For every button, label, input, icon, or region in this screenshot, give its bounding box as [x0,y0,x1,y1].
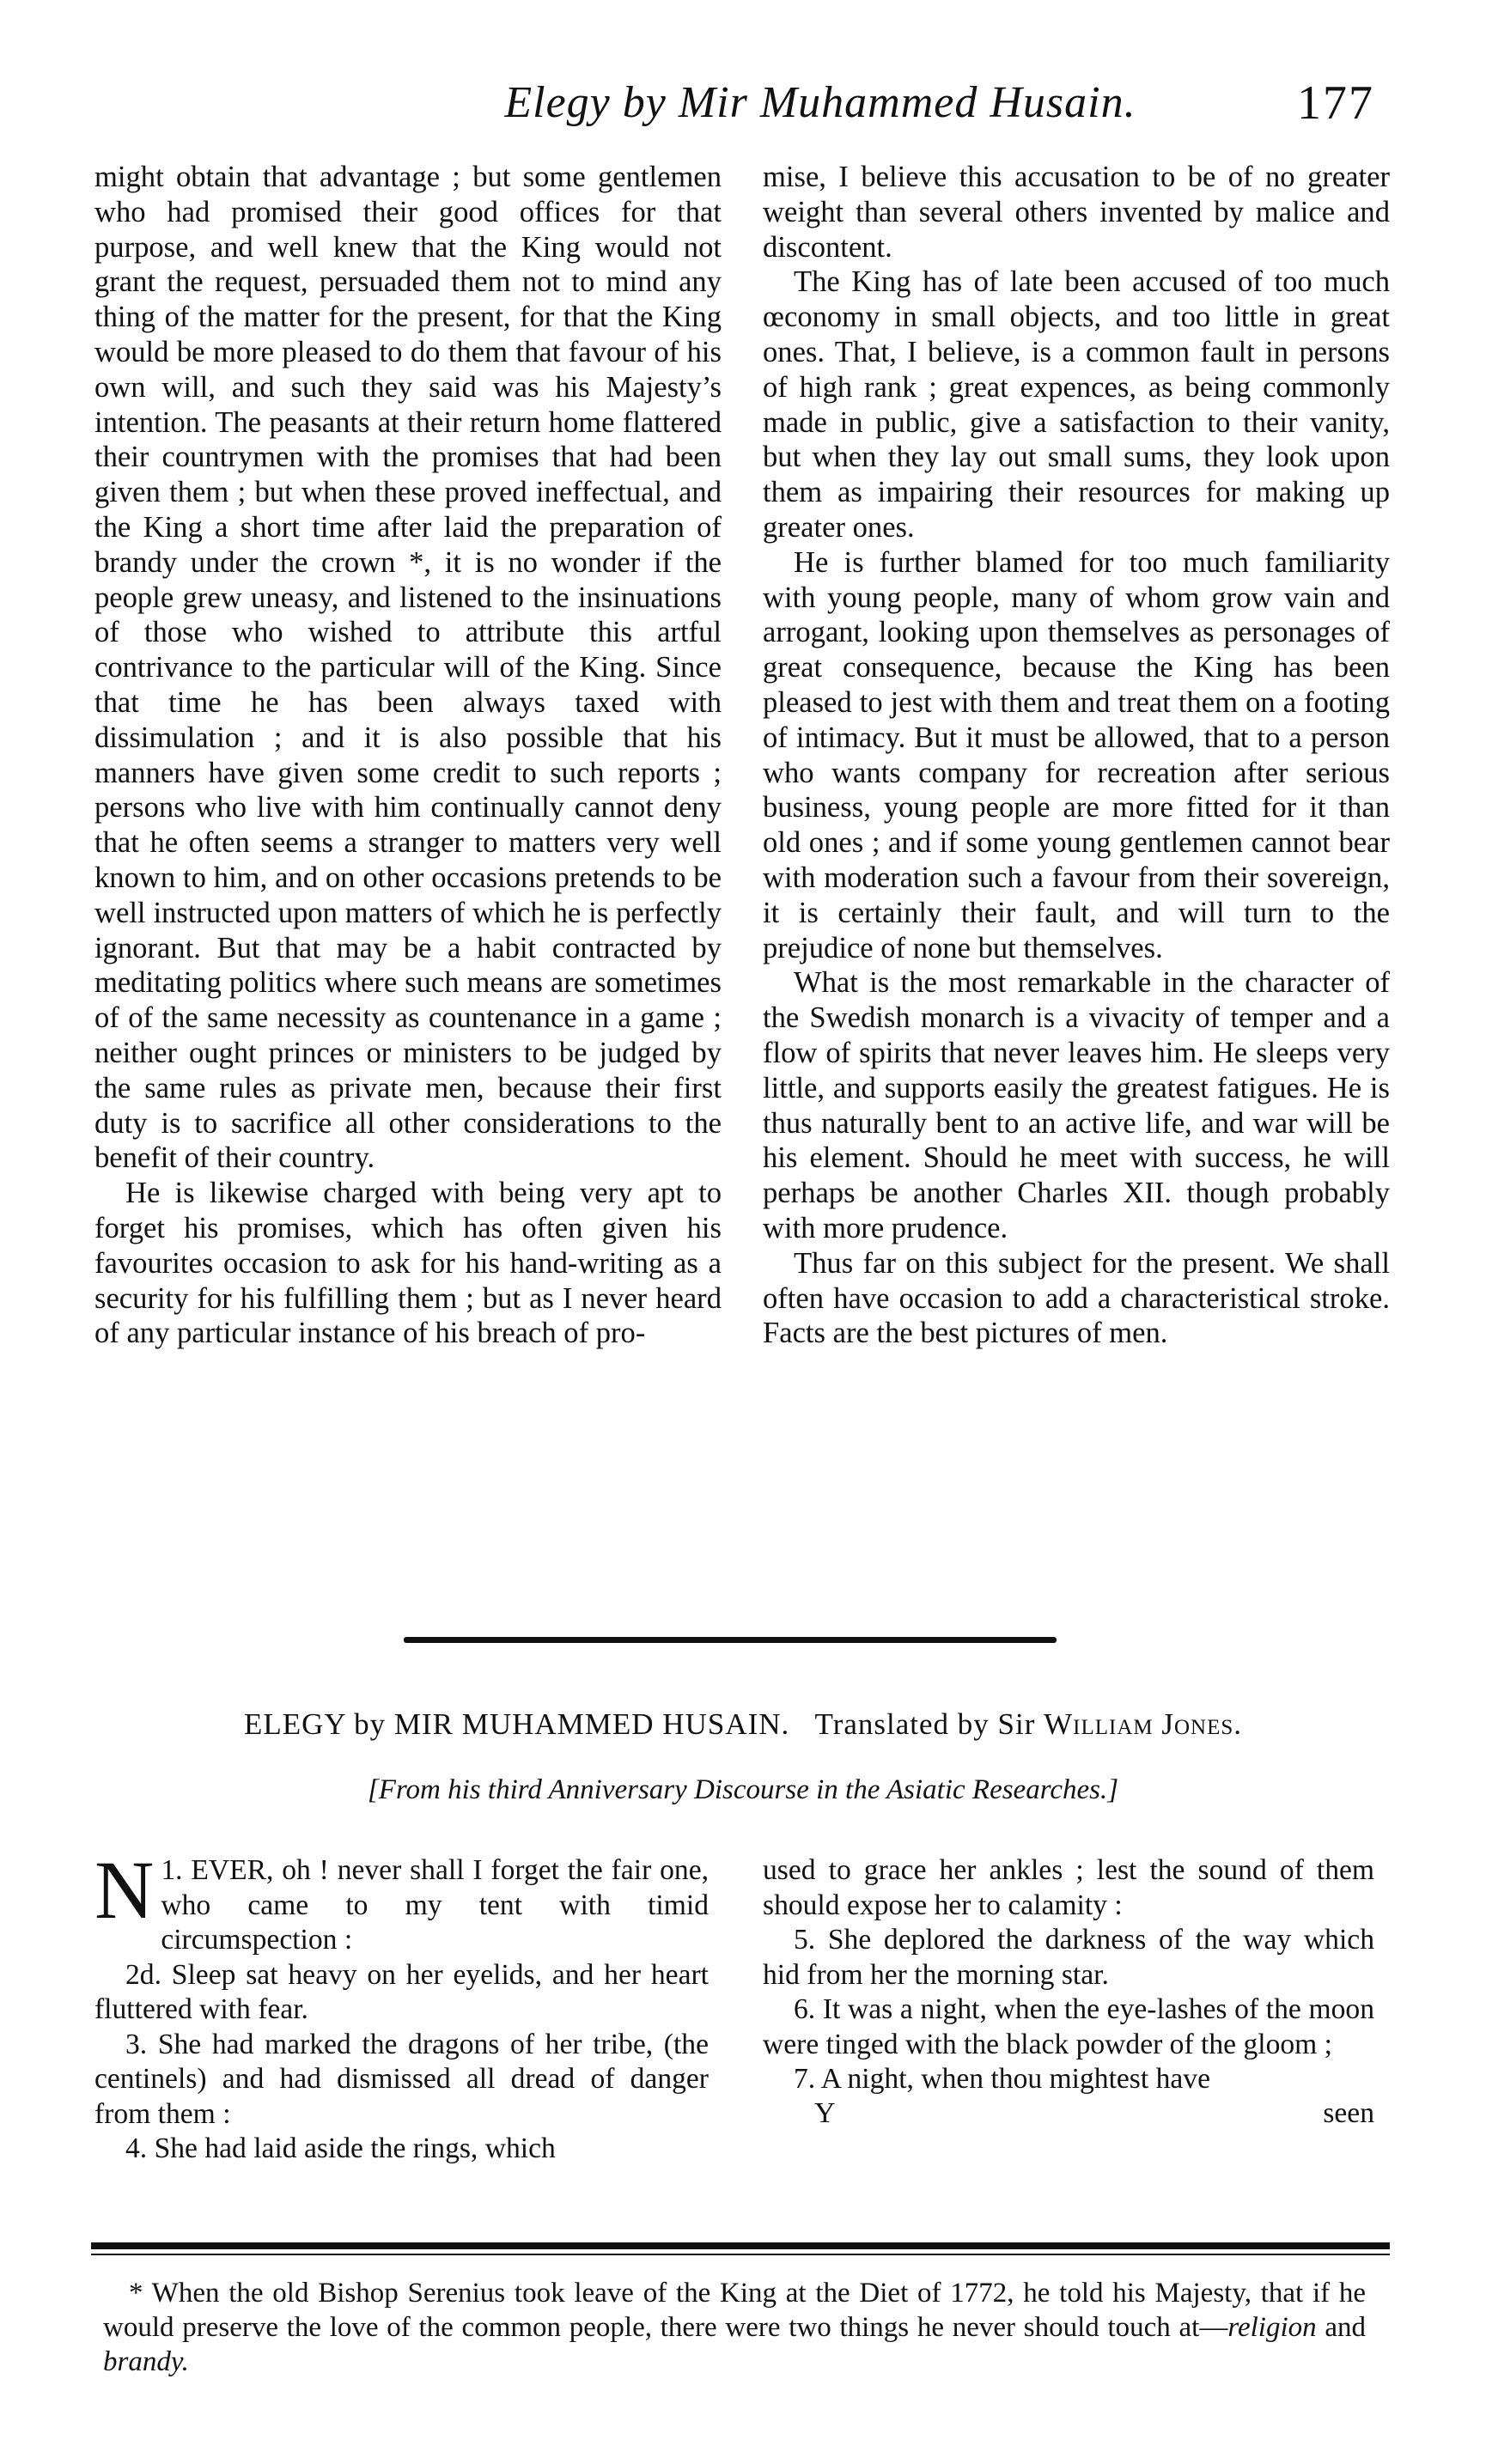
verse-text: 1. EVER, oh ! never shall I forget the fair one, who came to my tent with timid circumspection : [161,1854,709,1956]
verse: 4. She had laid aside the rings, which [125,2132,556,2164]
verse: 5. She deplored the darkness of the way which hid from her the morning star. [763,1924,1374,1991]
section-divider [404,1637,1057,1643]
paragraph: He is further blamed for too much familiarity with young people, many of whom grow vain and arrogant, looking upon themselves as personages of great consequence, because the King has been pleased to jest with them and treat them on a footing of intimacy. But it must be allowed, that to a person who wants company for recreation after serious business, young people are more fitted for it than old ones ; and if some young gentlemen cannot bear with moderation such a favour from their sovereign, it is certainly their fault, and will turn to the prejudice of none but themselves. [763,545,1390,964]
verse: 2d. Sleep sat heavy on her eyelids, and her heart fluttered with fear. [94,1958,709,2025]
verse: 7. A night, when thou mightest have [794,2063,1210,2095]
catchword: seen [1323,2096,1374,2129]
elegy-heading [86,1707,1400,1742]
translator-name: William Jones. [1044,1707,1243,1741]
paragraph: He is likewise charged with being very apt to forget his promises, which has often given his favourites occasion to ask for his hand-writing as a security for his fulfilling them ; but as I never heard of any particular instance of his breach of pro- [94,1177,722,1350]
elegy-left-column [94,1844,709,2167]
elegy-title: ELEGY by MIR MUHAMMED HUSAIN. [243,1707,790,1741]
footnote-brandy: brandy. [103,2346,189,2377]
footnote [103,2276,1366,2379]
running-head [0,69,1486,137]
footnote-marker: * [129,2278,143,2309]
running-title: Elegy by Mir Muhammed Husain. [504,78,1136,127]
page-number: 177 [1297,76,1374,130]
verse: 6. It was a night, when the eye-lashes of the moon were tinged with the black powder of the gloom ; [763,1993,1374,2060]
verse [94,1844,709,1958]
elegy-right-column [763,1853,1374,2132]
signature-mark: Y [814,2096,836,2129]
translated-by: Translated by Sir [814,1707,1036,1741]
footnote-religion: religion [1227,2312,1317,2343]
footnote-text: When the old Bishop Serenius took leave of the King at the Diet of 1772, he told his Majesty, that if he would preserve the love of the common people, there were two things he never should touch at— [103,2278,1367,2343]
footnote-and: and [1316,2312,1366,2343]
verse: used to grace her ankles ; lest the sound of them should expose her to calamity : [763,1854,1374,1921]
paragraph: mise, I believe this accusation to be of no greater weight than several others invented by malice and discontent. [763,161,1390,264]
left-column [94,160,722,1351]
footnote-rule [91,2242,1390,2249]
catchword-line [763,2097,1374,2132]
paragraph: What is the most remarkable in the character of the Swedish monarch is a vivacity of temper and a flow of spirits that never leaves him. He sleeps very little, and supports easily the greatest fatigues. He is thus naturally bent to an active life, and war will be his element. Should he meet with success, he will perhaps be another Charles XII. though probably with more prudence. [763,966,1390,1244]
verse: 3. She had marked the dragons of her tribe, (the centinels) and had dismissed all dread of danger from them : [94,2028,709,2130]
paragraph: The King has of late been accused of too much œconomy in small objects, and too little in great ones. That, I believe, is a common fault in persons of high rank ; great expences, as being commonly made in public, give a satisfaction to their vanity, but when they lay out small sums, they look upon them as impairing their resources for making up greater ones. [763,265,1390,544]
paragraph: Thus far on this subject for the present. We shall often have occasion to add a characteristical stroke. Facts are the best pictures of men. [763,1246,1390,1350]
paragraph: might obtain that advantage ; but some gentlemen who had promised their good offices for that purpose, and well knew that the King would not grant the request, persuaded them not to mind any thing of the matter for the present, for that the King would be more pleased to do them that favour of his own will, and such they said was his Majesty’s intention. The peasants at their return home flattered their countrymen with the promises that had been given them ; but when these proved ineffectual, and the King a short time after laid the preparation of brandy under the crown *, it is no wonder if the people grew uneasy, and listened to the insinuations of those who wished to attribute this artful contrivance to the particular will of the King. Since that time he has been always taxed with dissimulation ; and it is also possible that his manners have given some credit to such reports ; persons who live with him continually cannot deny that he often seems a stranger to matters very well known to him, and on other occasions pretends to be well instructed upon matters of which he is perfectly ignorant. But that may be a habit contracted by meditating politics where such means are sometimes of of the same necessity as countenance in a game ; neither ought princes or ministers to be judged by the same rules as private men, because their first duty is to sacrifice all other considerations to the benefit of their country. [94,161,722,1175]
source-citation: [From his third Anniversary Discourse in the Asiatic Researches.] [367,1774,1119,1805]
right-column [763,160,1390,1351]
drop-cap: N [94,1844,155,1936]
footnote-rule-thin [91,2254,1390,2255]
